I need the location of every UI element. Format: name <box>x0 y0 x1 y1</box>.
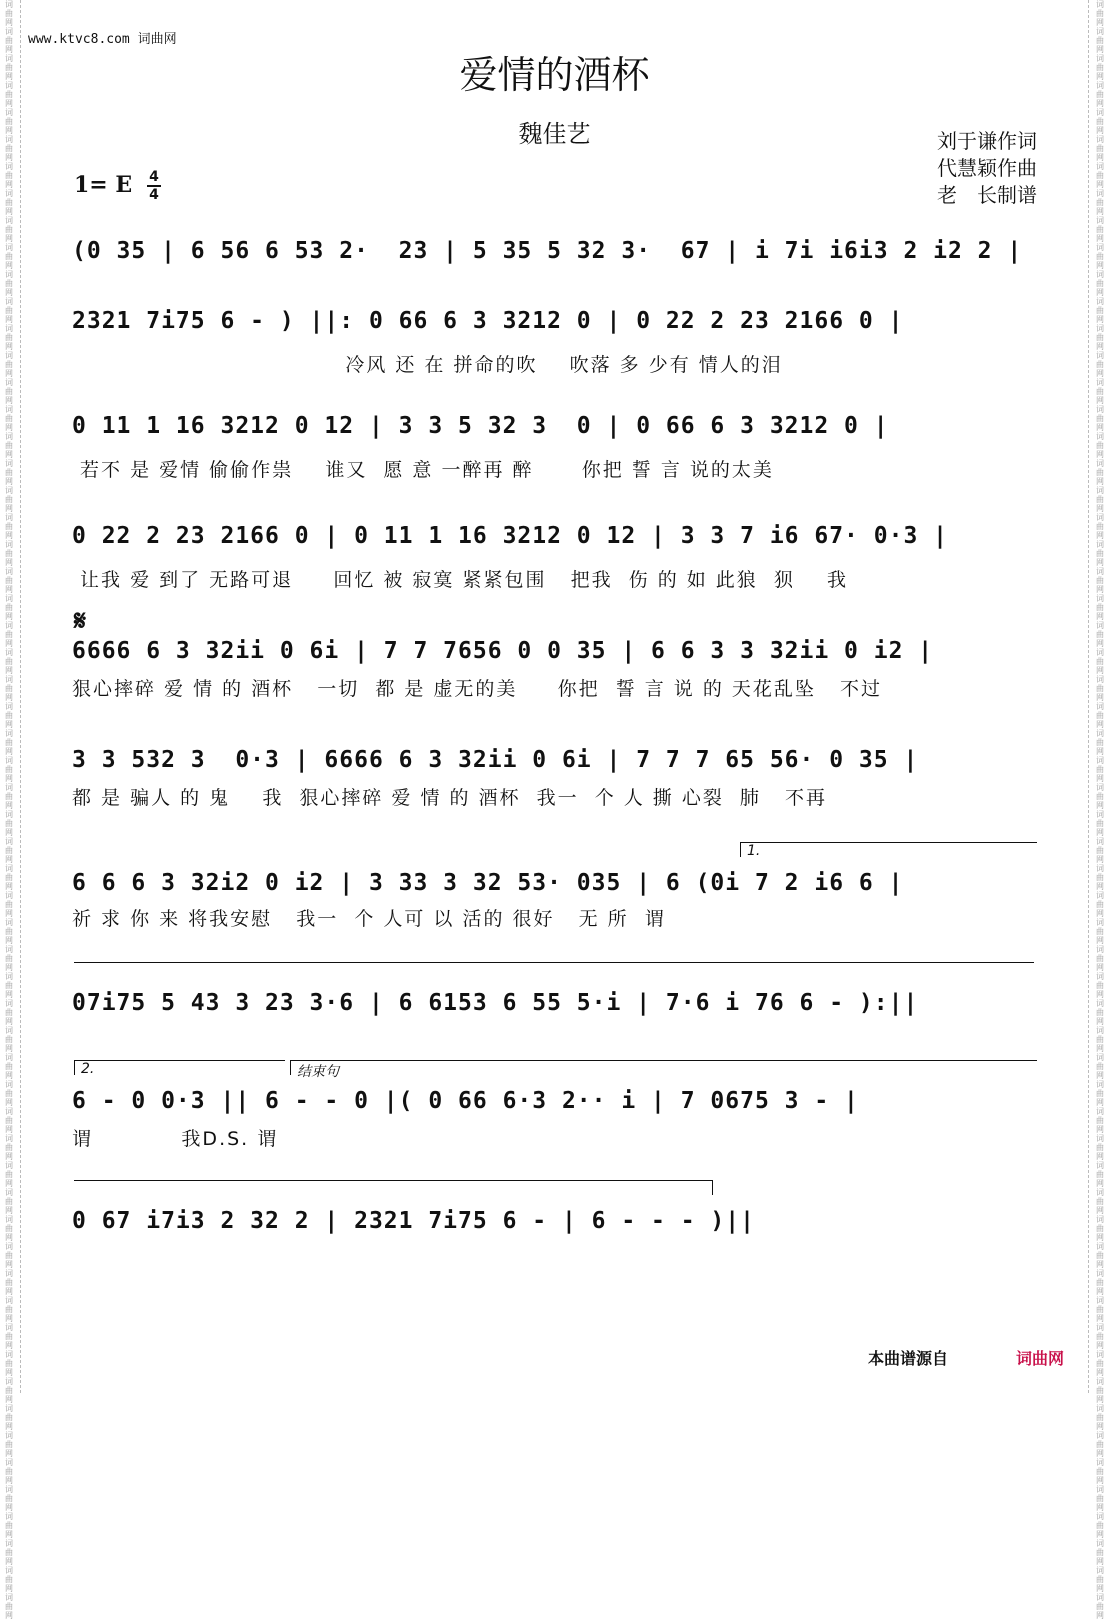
notation-line: 0 11 1 16 3212 0 12 | 3 3 5 32 3 0 | 0 66 6 3 3212 0 | <box>72 413 889 439</box>
transcriber-credit: 老 长制谱 <box>937 183 1037 207</box>
time-signature-bottom: 4 <box>149 187 159 203</box>
right-dashed-border <box>1088 0 1089 1393</box>
first-ending-bracket-continued <box>74 962 1034 977</box>
lyric-line: 谓 我D.S. 谓 <box>72 1128 279 1150</box>
lyric-line: 让我 爱 到了 无路可退 回忆 被 寂寞 紧紧包围 把我 伤 的 如 此狼 狈 我 <box>72 569 849 591</box>
lyric-line: 若不 是 爱情 偷偷作祟 谁又 愿 意 一醉再 醉 你把 誓 言 说的太美 <box>72 459 774 481</box>
composer-credit: 代慧颖作曲 <box>937 156 1037 180</box>
lyric-line: 冷风 还 在 拼命的吹 吹落 多 少有 情人的泪 <box>72 354 783 376</box>
notation-line: 6 6 6 3 32i2 0 i2 | 3 33 3 32 53· 035 | 6 (0i 7 2 i6 6 | <box>72 870 904 896</box>
segno-sign: 𝄋 <box>74 604 87 637</box>
left-watermark: 词曲网 词曲网 词曲网 词曲网 词曲网 词曲网 词曲网 词曲网 词曲网 词曲网 词曲网 词曲网 词曲网 词曲网 词曲网 词曲网 词曲网 词曲网 词曲网 词曲网 词曲网 词曲网 词曲网 词曲网 词曲网 词曲网 词曲网 词曲网 词曲网 词曲网 词曲网 词曲网 词曲网 词曲网 词曲网 词曲网 词曲网 词曲网 词曲网 词曲网 词曲网 词曲网 词曲网 词曲网 词曲网 词曲网 词曲网 词曲网 词曲网 词曲网 词曲网 词曲网 词曲网 词曲网 词曲网 词曲网 词曲网 词曲网 词曲网 词曲网 <box>5 0 13 1620</box>
key-signature: 1= E <box>74 172 133 198</box>
time-signature-top: 4 <box>149 169 159 185</box>
second-ending-bracket <box>74 1060 285 1075</box>
lyric-line: 都 是 骗人 的 鬼 我 狠心摔碎 爱 情 的 酒杯 我一 个 人 撕 心裂 肺 不再 <box>72 787 828 809</box>
right-watermark: 词曲网 词曲网 词曲网 词曲网 词曲网 词曲网 词曲网 词曲网 词曲网 词曲网 词曲网 词曲网 词曲网 词曲网 词曲网 词曲网 词曲网 词曲网 词曲网 词曲网 词曲网 词曲网 词曲网 词曲网 词曲网 词曲网 词曲网 词曲网 词曲网 词曲网 词曲网 词曲网 词曲网 词曲网 词曲网 词曲网 词曲网 词曲网 词曲网 词曲网 词曲网 词曲网 词曲网 词曲网 词曲网 词曲网 词曲网 词曲网 词曲网 词曲网 词曲网 词曲网 词曲网 词曲网 词曲网 词曲网 词曲网 词曲网 词曲网 词曲网 <box>1096 0 1104 1620</box>
notation-line: 6666 6 3 32ii 0 6i | 7 7 7656 0 0 35 | 6 6 3 3 32ii 0 i2 | <box>72 638 934 664</box>
first-ending-label: 1. <box>747 843 761 859</box>
brand-link[interactable]: 词曲网 <box>1016 1349 1065 1368</box>
notation-line: 6 - 0 0·3 || 6 - - 0 |( 0 66 6·3 2·· i | 7 0675 3 - | <box>72 1088 859 1114</box>
ending-phrase-bracket-continued <box>74 1180 713 1195</box>
notation-line: 3 3 532 3 0·3 | 6666 6 3 32ii 0 6i | 7 7 7 65 56· 0 35 | <box>72 747 919 773</box>
left-dashed-border <box>20 0 21 1393</box>
lyric-line: 祈 求 你 来 将我安慰 我一 个 人可 以 活的 很好 无 所 谓 <box>72 908 666 930</box>
ending-phrase-bracket <box>290 1060 1037 1080</box>
singer-name: 魏佳艺 <box>518 120 591 148</box>
notation-line: 07i75 5 43 3 23 3·6 | 6 6153 6 55 5·i | 7·6 i 76 6 - ):|| <box>72 990 919 1016</box>
notation-line: 0 67 i7i3 2 32 2 | 2321 7i75 6 - | 6 - - - )|| <box>72 1208 755 1234</box>
notation-line: 2321 7i75 6 - ) ||: 0 66 6 3 3212 0 | 0 22 2 23 2166 0 | <box>72 308 904 334</box>
notation-line: 0 22 2 23 2166 0 | 0 11 1 16 3212 0 12 | 3 3 7 i6 67· 0·3 | <box>72 523 948 549</box>
site-url[interactable]: www.ktvc8.com 词曲网 <box>28 32 177 47</box>
ending-phrase-label: 结束句 <box>297 1064 339 1080</box>
first-ending-bracket <box>740 842 1037 857</box>
lyricist-credit: 刘于谦作词 <box>937 129 1037 153</box>
lyric-line: 狠心摔碎 爱 情 的 酒杯 一切 都 是 虚无的美 你把 誓 言 说 的 天花乱坠 不过 <box>72 678 882 700</box>
notation-line: (0 35 | 6 56 6 53 2· 23 | 5 35 5 32 3· 67 | i 7i i6i3 2 i2 2 | <box>72 238 1023 264</box>
source-label: 本曲谱源自 <box>868 1349 949 1368</box>
credits <box>937 128 1037 209</box>
song-title: 爱情的酒杯 <box>459 53 650 97</box>
second-ending-label: 2. <box>81 1061 95 1077</box>
time-signature <box>147 170 161 202</box>
